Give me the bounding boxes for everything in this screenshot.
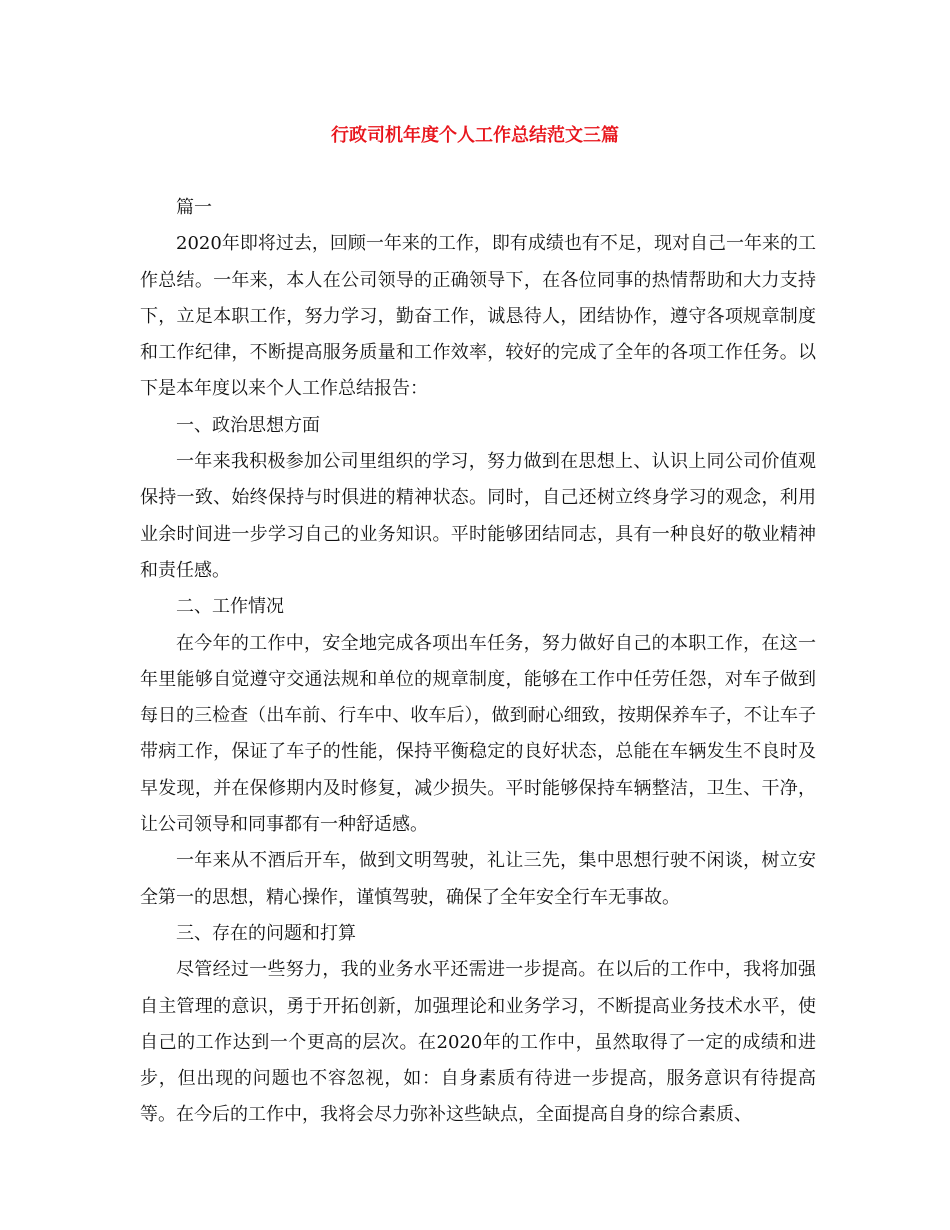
body-paragraph: 一年来我积极参加公司里组织的学习，努力做到在思想上、认识上同公司价值观保持一致、始终保持与时俱进的精神状态。同时，自己还树立终身学习的观念，利用业余时间进一步学习自己的业务知识。平时能够团结同志，具有一种良好的敬业精神和责任感。 xyxy=(140,451,816,581)
body-paragraph: 一年来从不酒后开车，做到文明驾驶，礼让三先，集中思想行驶不闲谈，树立安全第一的思想，精心操作，谨慎驾驶，确保了全年安全行车无事故。 xyxy=(140,850,816,908)
section-heading: 一、政治思想方面 xyxy=(176,414,320,436)
document-title: 行政司机年度个人工作总结范文三篇 xyxy=(331,125,619,146)
body-paragraph: 尽管经过一些努力，我的业务水平还需进一步提高。在以后的工作中，我将加强自主管理的意识，勇于开拓创新，加强理论和业务学习，不断提高业务技术水平，使自己的工作达到一个更高的层次。在2020年的工作中，虽然取得了一定的成绩和进步，但出现的问题也不容忽视，如：自身素质有待进一步提高，服务意识有待提高等。在今后的工作中，我将会尽力弥补这些缺点，全面提高自身的综合素质、 xyxy=(140,959,816,1126)
section-label: 篇一 xyxy=(176,197,212,218)
section-heading: 三、存在的问题和打算 xyxy=(176,922,356,944)
section-heading: 二、工作情况 xyxy=(176,596,284,618)
body-paragraph: 在今年的工作中，安全地完成各项出车任务，努力做好自己的本职工作，在这一年里能够自觉遵守交通法规和单位的规章制度，能够在工作中任劳任怨，对车子做到每日的三检查（出车前、行车中、收车后），做到耐心细致，按期保养车子，不让车子带病工作，保证了车子的性能，保持平衡稳定的良好状态，总能在车辆发生不良时及早发现，并在保修期内及时修复，减少损失。平时能够保持车辆整洁，卫生、干净，让公司领导和同事都有一种舒适感。 xyxy=(140,632,816,836)
document-body xyxy=(140,190,816,1134)
intro-paragraph: 2020年即将过去，回顾一年来的工作，即有成绩也有不足，现对自己一年来的工作总结。一年来，本人在公司领导的正确领导下，在各位同事的热情帮助和大力支持下，立足本职工作，努力学习，勤奋工作，诚恳待人，团结协作，遵守各项规章制度和工作纪律，不断提高服务质量和工作效率，较好的完成了全年的各项工作任务。以下是本年度以来个人工作总结报告： xyxy=(140,233,816,400)
